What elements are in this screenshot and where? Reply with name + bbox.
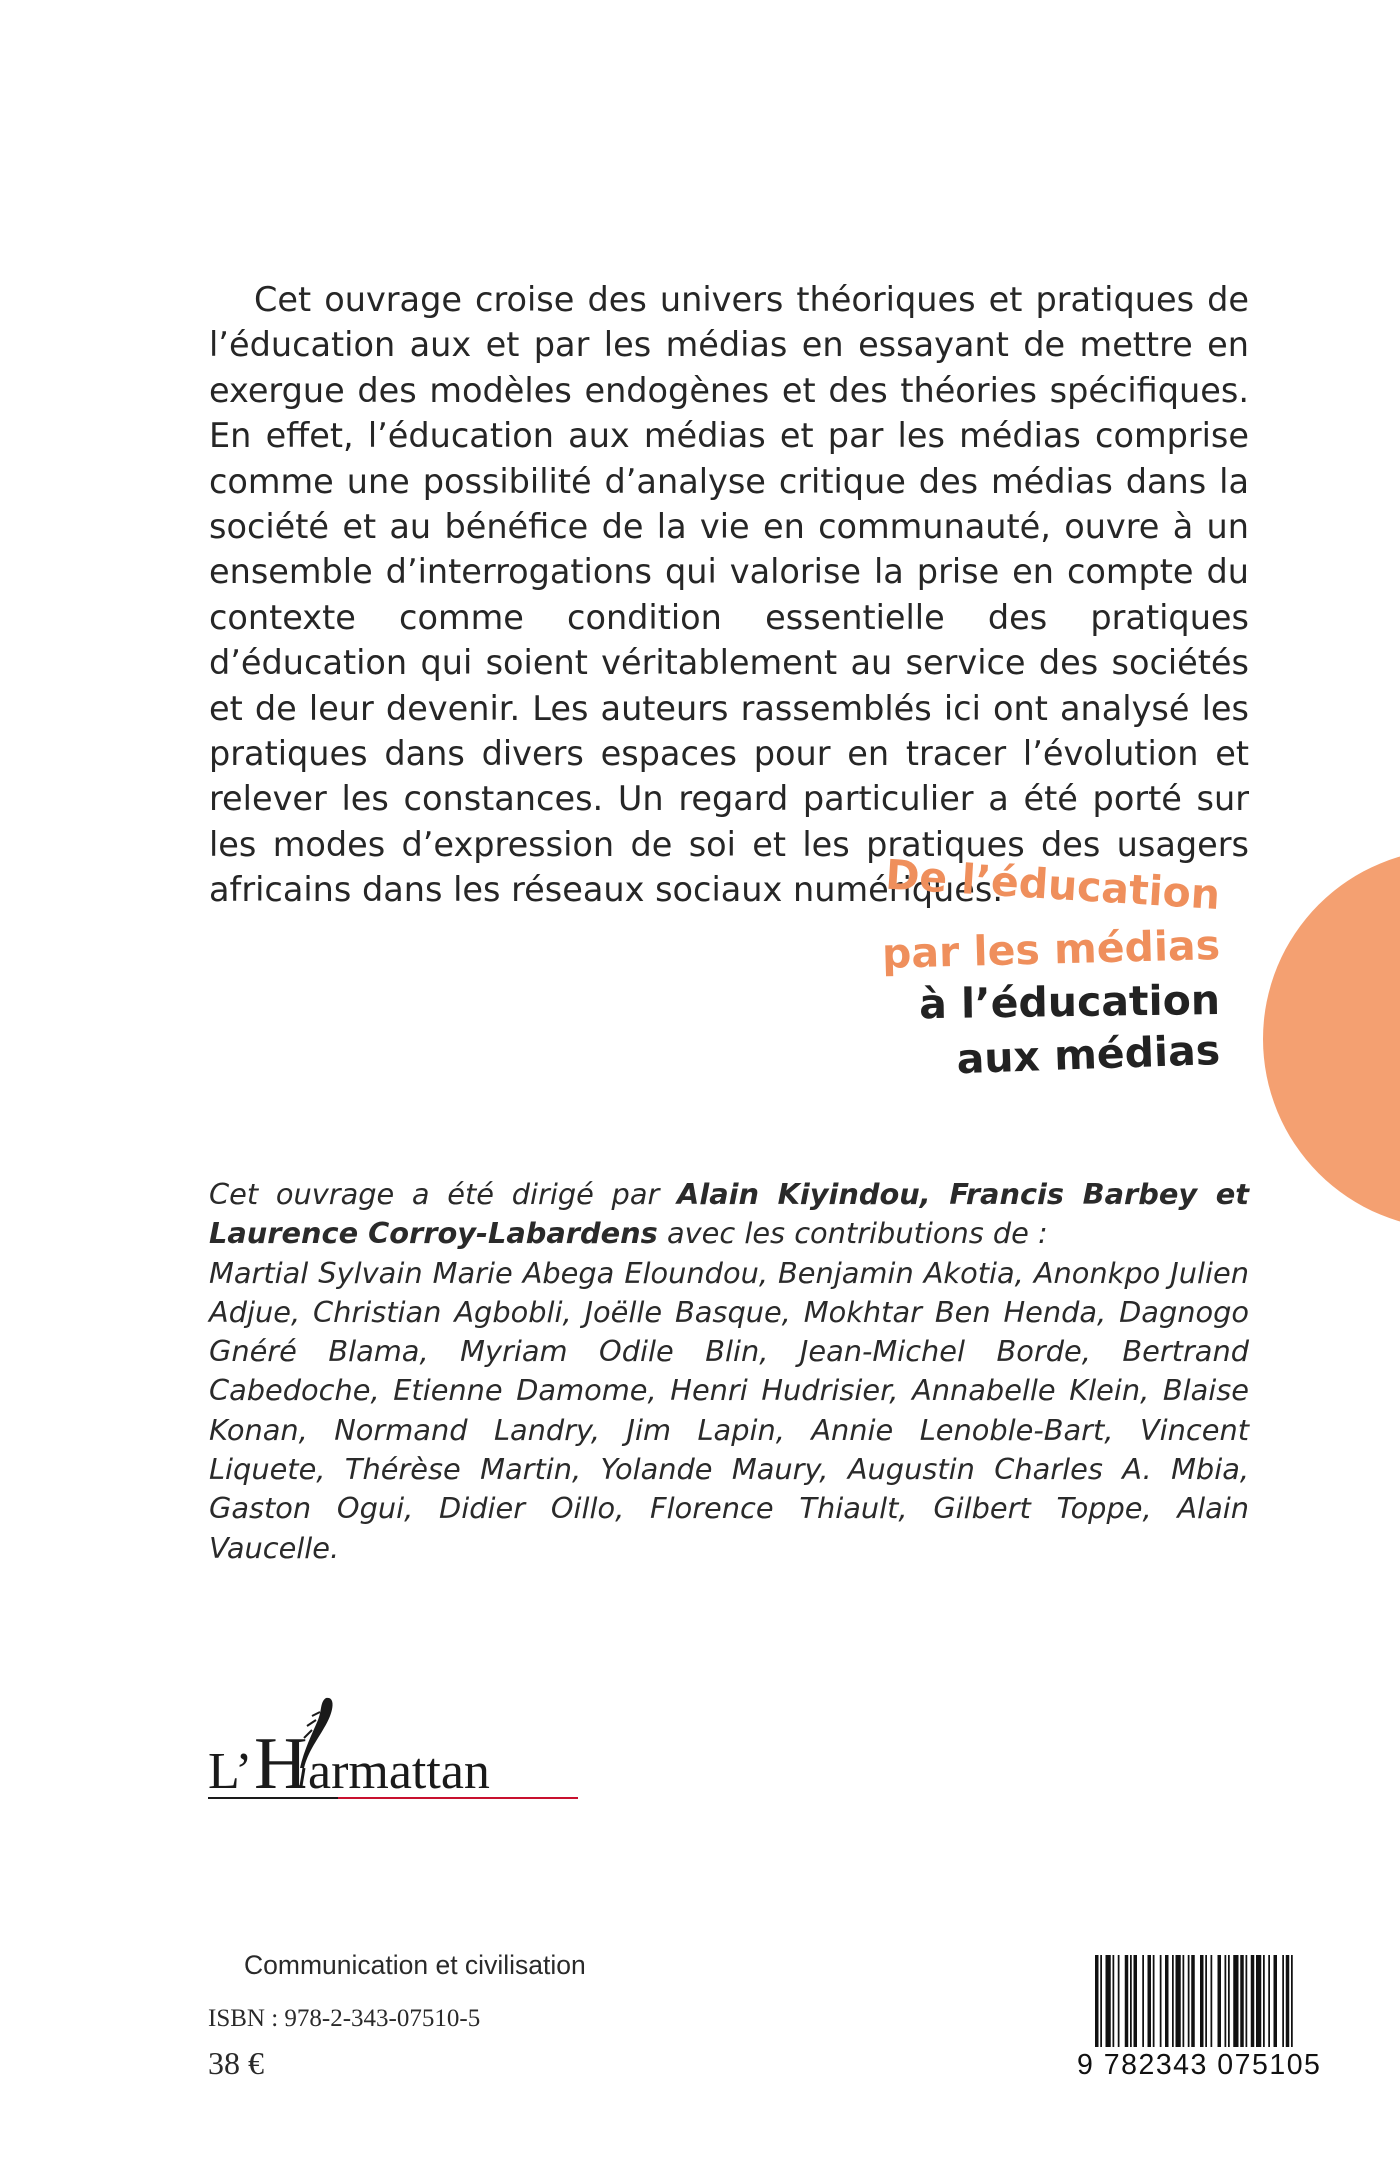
credits-text — [209, 1175, 1249, 1568]
credits-intro: Cet ouvrage a été dirigé par — [209, 1177, 678, 1211]
credits-editors: Alain Kiyindou, Francis Barbey et Laurence Corroy-Labardens — [209, 1177, 1250, 1251]
collection-name: Communication et civilisation — [244, 1950, 586, 1980]
price: 38 € — [208, 2045, 264, 2081]
title-line-3: à l’éducation — [918, 976, 1221, 1029]
title-line-4: aux médias — [955, 1026, 1221, 1084]
harmattan-logo-icon — [208, 1690, 628, 1820]
credits-contrib-intro: avec les contributions de : — [657, 1216, 1048, 1251]
isbn: ISBN : 978-2-343-07510-5 — [208, 2005, 481, 2032]
barcode-bars-icon — [1077, 1955, 1352, 2055]
barcode — [1077, 1955, 1352, 2080]
title-line-1: De l’éducation — [884, 850, 1222, 919]
barcode-digits: 9 782343 075105 — [1077, 2049, 1322, 2081]
book-title — [820, 850, 1222, 1084]
svg-text:armattan: armattan — [308, 1743, 490, 1800]
credits-contributors: Martial Sylvain Marie Abega Eloundou, Benjamin Akotia, Anonkpo Julien Adjue, Christian Agbobli, Joëlle Basque, Mokhtar Ben Henda, Dagnogo Gnéré Blama, Myriam Odile Blin, Jean-Michel Borde, Bertrand Cabedoche, Etienne Damome, Henri Hudrisier, Annabelle Klein, Blaise Konan, Normand Landry, Jim Lapin, Annie Lenoble-Bart, Vincent Liquete, Thérèse Martin, Yolande Maury, Augustin Charles A. Mbia, Gaston Ogui, Didier Oillo, Florence Thiault, Gilbert Toppe, Alain Vaucelle. — [209, 1255, 1249, 1565]
summary-text: Cet ouvrage croise des univers théoriques et pratiques de l’éducation aux et par les médias en essayant de mettre en exergue des modèles endogènes et des théories spécifiques. En effet, l’éducation aux médias et par les médias comprise comme une possibilité d’analyse critique des médias dans la société et au bénéfice de la vie en communauté, ouvre à un ensemble d’interrogations qui valorise la prise en compte du contexte comme condition essentielle des pratiques d’éducation qui soient véritablement au service des sociétés et de leur devenir. Les auteurs rassemblés ici ont analysé les pratiques dans divers espaces pour en tracer l’évolution et relever les constances. Un regard particulier a été porté sur les modes d’expression de soi et les pratiques des usagers africains dans les réseaux sociaux numériques. — [209, 280, 1249, 910]
svg-text:H: H — [254, 1723, 308, 1805]
orange-decorative-disc — [1263, 849, 1400, 1229]
publisher-logo — [208, 1690, 628, 1820]
svg-text:L’: L’ — [208, 1743, 253, 1800]
title-line-2: par les médias — [881, 921, 1221, 978]
